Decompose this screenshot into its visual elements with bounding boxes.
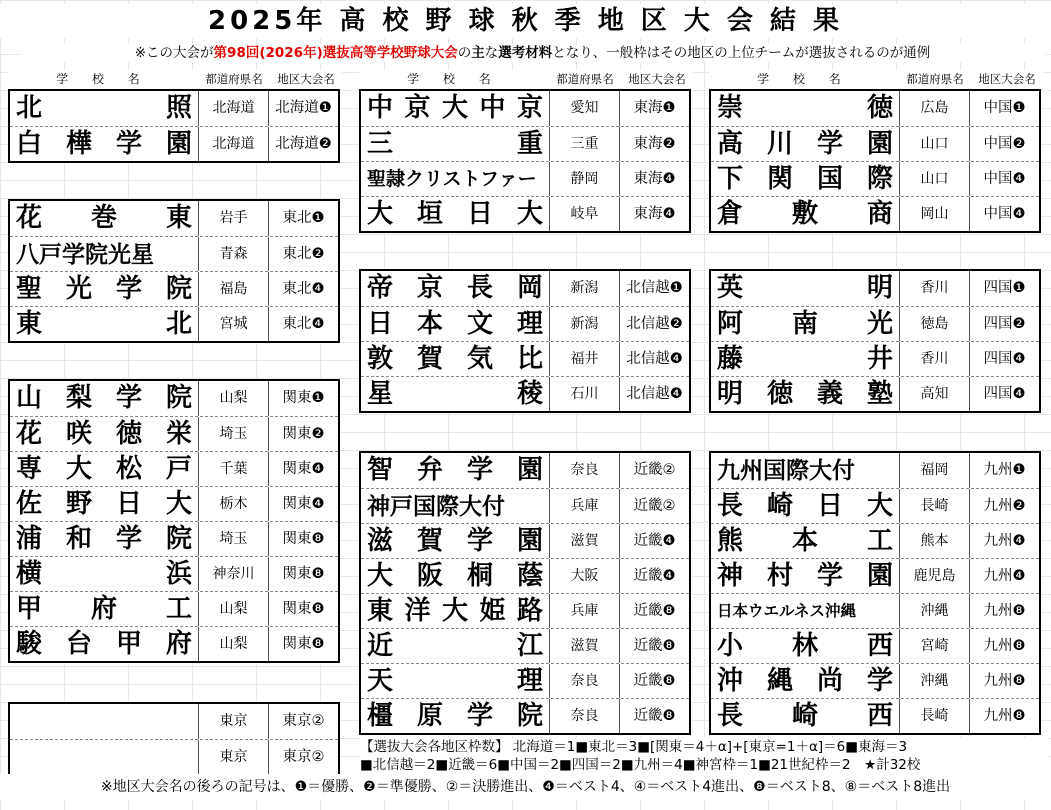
school-name: 近 江: [367, 631, 543, 661]
school-row: [361, 91, 689, 126]
region-result: 関東❹: [268, 487, 338, 521]
school-row: [10, 201, 338, 236]
region-result: 東北❷: [268, 237, 338, 271]
region-result: 近畿❽: [619, 594, 689, 628]
region-result: 関東❹: [268, 452, 338, 486]
school-row: [10, 416, 338, 451]
region-result: 近畿❹: [619, 559, 689, 593]
prefecture: 広島: [899, 91, 969, 126]
prefecture: 北海道: [198, 91, 268, 126]
prefecture: 山梨: [198, 627, 268, 661]
region-result: 九州❽: [969, 594, 1039, 628]
school-row: [361, 161, 689, 196]
prefecture: 徳島: [899, 307, 969, 341]
header-pref: 都道府県名: [205, 72, 263, 86]
prefecture: 香川: [899, 342, 969, 376]
school-row: [361, 698, 689, 733]
school-row: [711, 523, 1039, 558]
school-name: 敦 賀 気 比: [367, 344, 543, 374]
school-group: [8, 199, 340, 343]
subtitle-part: となり、一般枠はその地区の上位チームが選抜されるのが通例: [552, 45, 931, 61]
prefecture: 宮城: [198, 307, 268, 341]
region-result: 四国❷: [969, 307, 1039, 341]
region-result: 九州❽: [969, 629, 1039, 663]
region-result: 四国❹: [969, 342, 1039, 376]
region-result: 九州❹: [969, 559, 1039, 593]
school-group: [359, 269, 691, 413]
school-row: [711, 196, 1039, 231]
region-result: 北信越❹: [619, 342, 689, 376]
school-row: [711, 161, 1039, 196]
school-name: 星 稜: [367, 379, 543, 409]
region-result: 東海❶: [619, 91, 689, 126]
school-name: 九州国際大付: [717, 457, 855, 484]
school-name: 滋 賀 学 園: [367, 526, 543, 556]
prefecture: 長崎: [899, 699, 969, 733]
school-row: [10, 271, 338, 306]
prefecture: 香川: [899, 271, 969, 306]
region-result: 中国❹: [969, 162, 1039, 196]
school-row: [711, 663, 1039, 698]
school-row: [361, 271, 689, 306]
region-result: 九州❶: [969, 453, 1039, 488]
school-name: 浦 和 学 院: [16, 524, 192, 554]
school-row: [361, 306, 689, 341]
prefecture: 宮崎: [899, 629, 969, 663]
school-name: 長 崎 西: [717, 701, 893, 731]
prefecture: 北海道: [198, 127, 268, 161]
prefecture: 新潟: [549, 307, 619, 341]
subtitle-emphasis: 主: [471, 45, 485, 61]
school-name: 熊 本 工: [717, 526, 893, 556]
school-name: 下 関 国 際: [717, 164, 893, 194]
prefecture: 三重: [549, 127, 619, 161]
region-result: 北信越❶: [619, 271, 689, 306]
school-name: [10, 740, 198, 774]
school-name: [10, 704, 198, 739]
region-result: 中国❹: [969, 197, 1039, 231]
school-name: 沖 縄 尚 学: [717, 666, 893, 696]
quota-line: ■北信越＝2■近畿＝6■中国＝2■四国＝2■九州＝4■神宮枠＝1■21世紀枠＝2 ★計32校: [360, 757, 921, 773]
subtitle-part: ※この大会が: [134, 45, 214, 61]
region-result: 中国❷: [969, 127, 1039, 161]
school-row: [10, 306, 338, 341]
school-group: [8, 702, 340, 776]
header-pref: 都道府県名: [556, 72, 614, 86]
school-group: [709, 269, 1041, 413]
prefecture: 奈良: [549, 664, 619, 698]
region-result: 九州❽: [969, 664, 1039, 698]
region-result: 近畿❽: [619, 699, 689, 733]
prefecture: 静岡: [549, 162, 619, 196]
header-pref: 都道府県名: [906, 72, 964, 86]
prefecture: 新潟: [549, 271, 619, 306]
school-row: [361, 593, 689, 628]
school-row: [361, 523, 689, 558]
school-name: 東 洋 大 姫 路: [367, 596, 543, 626]
school-row: [711, 91, 1039, 126]
prefecture: 石川: [549, 377, 619, 411]
school-name: 大 垣 日 大: [367, 199, 543, 229]
prefecture: 兵庫: [549, 594, 619, 628]
region-result: 近畿②: [619, 453, 689, 488]
prefecture: 岐阜: [549, 197, 619, 231]
school-row: [10, 591, 338, 626]
region-result: 関東❷: [268, 417, 338, 451]
prefecture: 埼玉: [198, 522, 268, 556]
school-group: [709, 451, 1041, 735]
school-name: 明 徳 義 塾: [717, 379, 893, 409]
school-name: 花 巻 東: [16, 203, 192, 233]
prefecture: 東京: [198, 740, 268, 774]
school-row: [10, 126, 338, 161]
quota-note: [360, 738, 1048, 774]
region-result: 四国❶: [969, 271, 1039, 306]
region-result: 中国❶: [969, 91, 1039, 126]
school-name: 神 村 学 園: [717, 561, 893, 591]
school-row: [10, 739, 338, 774]
school-name: 三 重: [367, 129, 543, 159]
subtitle-emphasis: 選考材料: [498, 45, 553, 61]
prefecture: 長崎: [899, 489, 969, 523]
school-row: [361, 453, 689, 488]
prefecture: 滋賀: [549, 524, 619, 558]
prefecture: 兵庫: [549, 489, 619, 523]
header-school: 学 校 名: [757, 72, 851, 86]
school-row: [10, 91, 338, 126]
school-row: [711, 341, 1039, 376]
region-result: 関東❶: [268, 381, 338, 416]
school-name: 北 照: [16, 93, 192, 123]
school-row: [361, 558, 689, 593]
prefecture: 奈良: [549, 699, 619, 733]
header-school: 学 校 名: [56, 72, 150, 86]
header-school: 学 校 名: [407, 72, 501, 86]
school-group: [359, 89, 691, 233]
school-name: 白 樺 学 園: [16, 129, 192, 159]
region-result: 北海道❷: [268, 127, 338, 161]
prefecture: 栃木: [198, 487, 268, 521]
school-name: 日 本 文 理: [367, 309, 543, 339]
school-row: [711, 488, 1039, 523]
school-name: 甲 府 工: [16, 594, 192, 624]
school-name: 智 弁 学 園: [367, 455, 543, 485]
prefecture: 福島: [198, 272, 268, 306]
school-name: 佐 野 日 大: [16, 489, 192, 519]
subtitle-tournament: 第98回(2026年)選抜高等学校野球大会: [213, 45, 458, 61]
prefecture: 山梨: [198, 381, 268, 416]
school-name: 天 理: [367, 666, 543, 696]
region-result: 東海❷: [619, 127, 689, 161]
school-name: 橿 原 学 院: [367, 701, 543, 731]
school-row: [711, 698, 1039, 733]
subtitle-part: の: [457, 45, 472, 61]
school-name: 阿 南 光: [717, 309, 893, 339]
region-result: 近畿❽: [619, 629, 689, 663]
region-result: 関東❽: [268, 557, 338, 591]
school-name: 高 川 学 園: [717, 129, 893, 159]
school-name: 神戸国際大付: [367, 493, 505, 520]
prefecture: 高知: [899, 377, 969, 411]
region-result: 近畿❽: [619, 664, 689, 698]
school-name: 大 阪 桐 蔭: [367, 561, 543, 591]
page-title: 2025年 高 校 野 球 秋 季 地 区 大 会 結 果: [0, 4, 1051, 38]
region-result: 九州❽: [969, 699, 1039, 733]
prefecture: 奈良: [549, 453, 619, 488]
region-result: 近畿②: [619, 489, 689, 523]
prefecture: 山口: [899, 162, 969, 196]
region-result: 近畿❹: [619, 524, 689, 558]
school-row: [711, 593, 1039, 628]
school-name: 長 崎 日 大: [717, 491, 893, 521]
school-row: [711, 376, 1039, 411]
region-result: 東北❶: [268, 201, 338, 236]
prefecture: 青森: [198, 237, 268, 271]
school-name: 日本ウエルネス沖縄: [717, 602, 857, 620]
school-row: [361, 341, 689, 376]
school-row: [10, 381, 338, 416]
prefecture: 福岡: [899, 453, 969, 488]
school-row: [711, 558, 1039, 593]
prefecture: 神奈川: [198, 557, 268, 591]
prefecture: 愛知: [549, 91, 619, 126]
school-name: 中 京 大 中 京: [367, 93, 543, 123]
prefecture: 岡山: [899, 197, 969, 231]
school-name: 聖 光 学 院: [16, 274, 192, 304]
prefecture: 千葉: [198, 452, 268, 486]
prefecture: 沖縄: [899, 594, 969, 628]
column-header: [359, 70, 693, 88]
prefecture: 熊本: [899, 524, 969, 558]
school-row: [10, 626, 338, 661]
school-group: [359, 451, 691, 735]
school-name: 藤 井: [717, 344, 893, 374]
subtitle-note: [20, 44, 1045, 62]
school-name: 花 咲 徳 栄: [16, 419, 192, 449]
region-result: 九州❹: [969, 524, 1039, 558]
region-result: 関東❽: [268, 522, 338, 556]
column-header: [8, 70, 342, 88]
school-row: [711, 628, 1039, 663]
school-group: [8, 379, 340, 663]
school-row: [10, 556, 338, 591]
region-result: 関東❽: [268, 592, 338, 626]
school-row: [361, 628, 689, 663]
school-row: [711, 271, 1039, 306]
region-result: 関東❽: [268, 627, 338, 661]
region-result: 東京②: [268, 704, 338, 739]
quota-line: 【選抜大会各地区枠数】 北海道＝1■東北＝3■[関東＝4＋α]+[東京=1＋α]＝6■東海＝3: [360, 739, 908, 755]
region-result: 東海❹: [619, 162, 689, 196]
school-name: 英 明: [717, 273, 893, 303]
prefecture: 福井: [549, 342, 619, 376]
school-name: 横 浜: [16, 559, 192, 589]
school-row: [10, 704, 338, 739]
school-row: [10, 521, 338, 556]
school-row: [361, 663, 689, 698]
legend-footnote: ※地区大会名の後ろの記号は、❶＝優勝、❷＝準優勝、②＝決勝進出、❹＝ベスト4、④＝ベスト4進出、❽＝ベスト8、⑧＝ベスト8進出: [0, 774, 1051, 800]
header-region: 地区大会名: [628, 72, 686, 86]
school-row: [361, 126, 689, 161]
school-group: [709, 89, 1041, 233]
column-header: [709, 70, 1043, 88]
region-result: 東京②: [268, 740, 338, 774]
school-row: [10, 451, 338, 486]
school-group: [8, 89, 340, 163]
subtitle-part: な: [484, 45, 499, 61]
school-name: 八戸学院光星: [16, 241, 154, 268]
school-row: [711, 126, 1039, 161]
prefecture: 埼玉: [198, 417, 268, 451]
region-result: 東北❹: [268, 307, 338, 341]
school-row: [361, 376, 689, 411]
prefecture: 東京: [198, 704, 268, 739]
school-name: 駿 台 甲 府: [16, 629, 192, 659]
school-name: 専 大 松 戸: [16, 454, 192, 484]
school-name: 小 林 西: [717, 631, 893, 661]
region-result: 九州❷: [969, 489, 1039, 523]
school-name: 山 梨 学 院: [16, 383, 192, 413]
prefecture: 山梨: [198, 592, 268, 626]
school-row: [711, 306, 1039, 341]
school-row: [361, 488, 689, 523]
school-row: [711, 453, 1039, 488]
school-name: 倉 敷 商: [717, 199, 893, 229]
region-result: 北海道❶: [268, 91, 338, 126]
school-name: 帝 京 長 岡: [367, 273, 543, 303]
prefecture: 鹿児島: [899, 559, 969, 593]
region-result: 北信越❷: [619, 307, 689, 341]
region-result: 北信越❹: [619, 377, 689, 411]
school-name: 東 北: [16, 309, 192, 339]
prefecture: 大阪: [549, 559, 619, 593]
header-region: 地区大会名: [277, 72, 335, 86]
school-row: [10, 236, 338, 271]
region-result: 東北❹: [268, 272, 338, 306]
header-region: 地区大会名: [978, 72, 1036, 86]
prefecture: 滋賀: [549, 629, 619, 663]
prefecture: 山口: [899, 127, 969, 161]
prefecture: 沖縄: [899, 664, 969, 698]
school-name: 崇 徳: [717, 93, 893, 123]
school-row: [361, 196, 689, 231]
school-name: 聖隷クリストファー: [367, 168, 537, 190]
region-result: 東海❹: [619, 197, 689, 231]
region-result: 四国❹: [969, 377, 1039, 411]
prefecture: 岩手: [198, 201, 268, 236]
school-row: [10, 486, 338, 521]
